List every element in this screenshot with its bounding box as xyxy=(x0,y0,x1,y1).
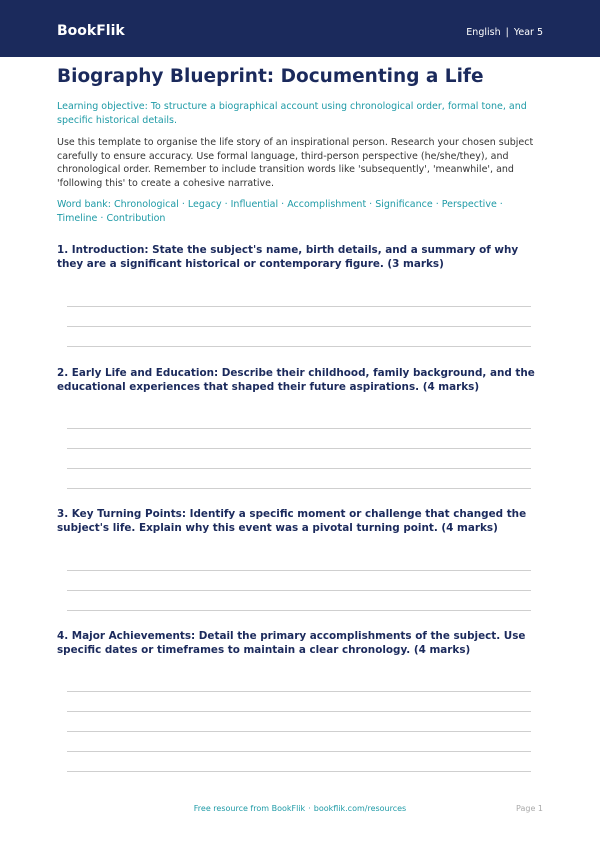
answer-line[interactable] xyxy=(67,691,531,692)
answer-line[interactable] xyxy=(67,306,531,307)
answer-line[interactable] xyxy=(67,751,531,752)
year-label: Year 5 xyxy=(513,27,543,38)
answer-line[interactable] xyxy=(67,771,531,772)
question-4: 4. Major Achievements: Detail the primary accomplishments of the subject. Use specific dates or timeframes to maintain a clear chronology. (4 marks) xyxy=(57,630,526,656)
question-1: 1. Introduction: State the subject's name, birth details, and a summary of why they are a significant historical or contemporary figure. (3 marks) xyxy=(57,244,519,270)
answer-line[interactable] xyxy=(67,346,531,347)
footer-separator: · xyxy=(308,804,311,813)
page-number: Page 1 xyxy=(516,804,543,813)
footer-resource-text: Free resource from BookFlik xyxy=(193,804,306,813)
answer-line[interactable] xyxy=(67,570,531,571)
answer-line[interactable] xyxy=(67,468,531,469)
answer-line[interactable] xyxy=(67,610,531,611)
answer-line[interactable] xyxy=(67,448,531,449)
meta-separator: | xyxy=(505,27,509,38)
word-bank: Word bank: Chronological · Legacy · Influential · Accomplishment · Significance · Perspective · Timeline · Contribution xyxy=(57,199,503,224)
answer-line[interactable] xyxy=(67,590,531,591)
answer-line[interactable] xyxy=(67,488,531,489)
page-title: Biography Blueprint: Documenting a Life xyxy=(57,66,484,87)
answer-line[interactable] xyxy=(67,428,531,429)
question-2: 2. Early Life and Education: Describe their childhood, family background, and the educational experiences that shaped their future aspirations. (4 marks) xyxy=(57,367,535,393)
answer-line[interactable] xyxy=(67,711,531,712)
page-footer xyxy=(0,803,600,814)
subject-label: English xyxy=(466,27,501,38)
question-3: 3. Key Turning Points: Identify a specific moment or challenge that changed the subject's life. Explain why this event was a pivotal turning point. (4 marks) xyxy=(57,508,527,534)
brand-logo[interactable]: BookFlik xyxy=(57,23,125,39)
worksheet-intro xyxy=(57,65,543,225)
subject-meta xyxy=(466,26,543,40)
learning-objective: Learning objective: To structure a biographical account using chronological order, formal tone, and specific historical details. xyxy=(57,101,527,126)
answer-line[interactable] xyxy=(67,731,531,732)
answer-line[interactable] xyxy=(67,326,531,327)
page-header xyxy=(0,0,600,57)
footer-link[interactable]: bookflik.com/resources xyxy=(313,804,407,813)
instructions: Use this template to organise the life story of an inspirational person. Research your chosen subject carefully to ensure accuracy. Use formal language, third-person perspective (he/she/they), and chronological order. Remember to include transition words like 'subsequently', 'meanwhile', and 'following this' to create a cohesive narrative. xyxy=(57,137,534,189)
